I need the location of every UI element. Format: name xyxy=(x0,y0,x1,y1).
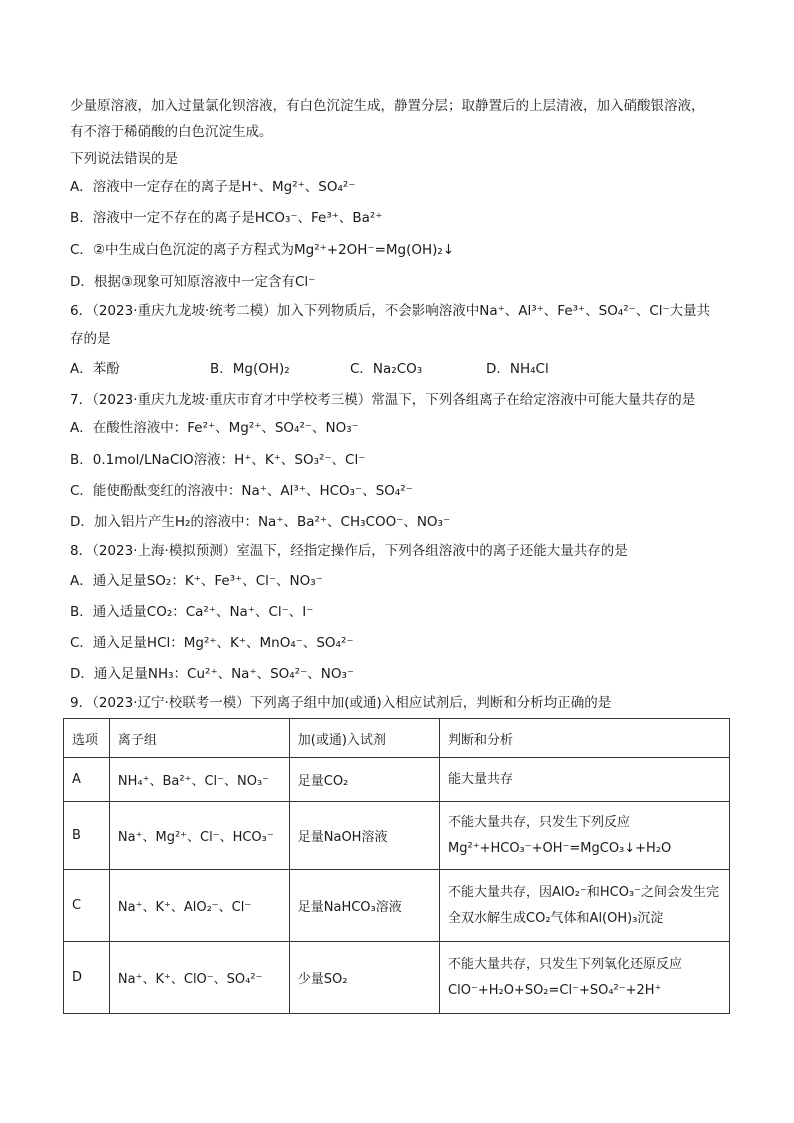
q6-option-c: C．Na₂CO₃ xyxy=(350,361,423,377)
ions-cell: Na⁺、Mg²⁺、Cl⁻、HCO₃⁻ xyxy=(109,802,289,870)
option-cell: C xyxy=(64,870,110,942)
q7-option-c: C．能使酚酞变红的溶液中：Na⁺、Al³⁺、HCO₃⁻、SO₄²⁻ xyxy=(70,483,413,499)
analysis-cell xyxy=(440,802,730,870)
analysis-equation: ClO⁻+H₂O+SO₂=Cl⁻+SO₄²⁻+2H⁺ xyxy=(448,982,662,998)
table-header-row xyxy=(64,719,730,758)
q8-stem: 8．（2023·上海·模拟预测）室温下，经指定操作后，下列各组溶液中的离子还能大量共存的是 xyxy=(70,543,628,559)
q6-stem-cont: 存的是 xyxy=(70,331,111,347)
option-cell: D xyxy=(64,942,110,1014)
reagent-cell: 足量CO₂ xyxy=(289,758,439,802)
analysis-equation: Mg²⁺+HCO₃⁻+OH⁻=MgCO₃↓+H₂O xyxy=(448,840,672,856)
question-prompt: 下列说法错误的是 xyxy=(70,151,178,167)
analysis-cell xyxy=(440,942,730,1014)
analysis-line: 全双水解生成CO₂气体和Al(OH)₃沉淀 xyxy=(448,910,664,926)
table-header-cell: 选项 xyxy=(64,719,110,758)
table-header-cell: 判断和分析 xyxy=(440,719,730,758)
option-cell: B xyxy=(64,802,110,870)
q5-option-a: A．溶液中一定存在的离子是H⁺、Mg²⁺、SO₄²⁻ xyxy=(70,179,356,195)
q6-option-b: B．Mg(OH)₂ xyxy=(210,361,290,377)
ions-cell: Na⁺、K⁺、AlO₂⁻、Cl⁻ xyxy=(109,870,289,942)
q5-option-c: C．②中生成白色沉淀的离子方程式为Mg²⁺+2OH⁻=Mg(OH)₂↓ xyxy=(70,242,455,258)
q8-option-c: C．通入足量HCl：Mg²⁺、K⁺、MnO₄⁻、SO₄²⁻ xyxy=(70,635,354,651)
analysis-line: 能大量共存 xyxy=(448,771,514,787)
ions-cell: NH₄⁺、Ba²⁺、Cl⁻、NO₃⁻ xyxy=(109,758,289,802)
ions-cell: Na⁺、K⁺、ClO⁻、SO₄²⁻ xyxy=(109,942,289,1014)
q7-option-b: B．0.1mol/LNaClO溶液：H⁺、K⁺、SO₃²⁻、Cl⁻ xyxy=(70,452,366,468)
q6-stem: 6．（2023·重庆九龙坡·统考二模）加入下列物质后，不会影响溶液中Na⁺、Al³⁺、Fe³⁺、SO₄²⁻、Cl⁻大量共 xyxy=(70,303,711,319)
reagent-cell: 足量NaOH溶液 xyxy=(289,802,439,870)
passage-line: 有不溶于稀硝酸的白色沉淀生成。 xyxy=(70,124,273,140)
option-cell: A xyxy=(64,758,110,802)
q8-option-b: B．通入适量CO₂：Ca²⁺、Na⁺、Cl⁻、I⁻ xyxy=(70,604,314,620)
q7-option-a: A．在酸性溶液中：Fe²⁺、Mg²⁺、SO₄²⁻、NO₃⁻ xyxy=(70,420,359,436)
q9-options-table xyxy=(63,718,730,1014)
q8-option-d: D．通入足量NH₃：Cu²⁺、Na⁺、SO₄²⁻、NO₃⁻ xyxy=(70,666,354,682)
analysis-cell xyxy=(440,870,730,942)
table-header-cell: 加(或通)入试剂 xyxy=(289,719,439,758)
q7-stem: 7．（2023·重庆九龙坡·重庆市育才中学校考三模）常温下，下列各组离子在给定溶液中可能大量共存的是 xyxy=(70,392,696,408)
q6-option-d: D．NH₄Cl xyxy=(486,361,549,377)
passage-line: 少量原溶液，加入过量氯化钡溶液，有白色沉淀生成，静置分层；取静置后的上层清液，加入硝酸银溶液， xyxy=(70,98,705,114)
q7-option-d: D．加入铝片产生H₂的溶液中：Na⁺、Ba²⁺、CH₃COO⁻、NO₃⁻ xyxy=(70,514,451,530)
analysis-cell xyxy=(440,758,730,802)
analysis-line: 不能大量共存，只发生下列氧化还原反应 xyxy=(448,956,683,972)
table-row xyxy=(64,870,730,942)
table-header-cell: 离子组 xyxy=(109,719,289,758)
q5-option-d: D．根据③现象可知原溶液中一定含有Cl⁻ xyxy=(70,274,316,290)
reagent-cell: 少量SO₂ xyxy=(289,942,439,1014)
q9-stem: 9．（2023·辽宁·校联考一模）下列离子组中加(或通)入相应试剂后，判断和分析均正确的是 xyxy=(70,695,612,711)
analysis-line: 不能大量共存，因AlO₂⁻和HCO₃⁻之间会发生完 xyxy=(448,884,720,900)
analysis-line: 不能大量共存，只发生下列反应 xyxy=(448,814,631,830)
q5-option-b: B．溶液中一定不存在的离子是HCO₃⁻、Fe³⁺、Ba²⁺ xyxy=(70,210,383,226)
q6-option-a: A．苯酚 xyxy=(70,361,120,377)
table-row xyxy=(64,942,730,1014)
table-row xyxy=(64,758,730,802)
q8-option-a: A．通入足量SO₂：K⁺、Fe³⁺、Cl⁻、NO₃⁻ xyxy=(70,573,323,589)
table-row xyxy=(64,802,730,870)
reagent-cell: 足量NaHCO₃溶液 xyxy=(289,870,439,942)
